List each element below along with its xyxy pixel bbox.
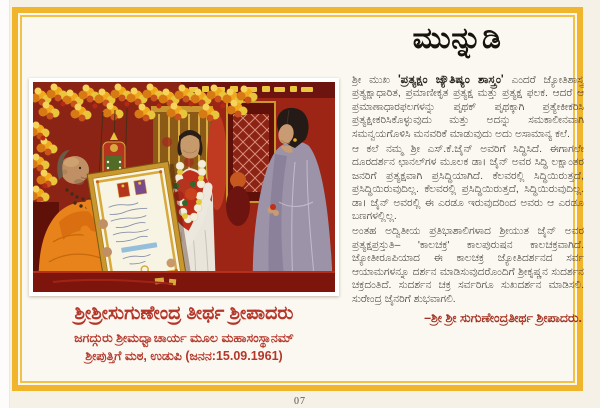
photo-caption <box>18 302 350 364</box>
paragraph-3: ಅಂತಹ ಅದ್ವಿತೀಯ ಪ್ರತಿಭಾಶಾಲಿಗಳಾದ ಶ್ರೀಯುತ ಜೈನ್ ಅವರ ಪ್ರತ್ಯಕ್ಷಪ್ರಸ್ತುತಿ– 'ಕಾಲಚಕ್ರ' ಕಾಲಪುರುಷನ ಕಾಲಚಕ್ರವಾಗಿದೆ. ಜ್ಯೋತೀರೂಪಿಯಾದ ಈ ಕಾಲಚಕ್ರ ಜ್ಯೋತಿದರ್ಶನದ ಸರ್ವ ಆಯಾಮಗಳನ್ನೂ ದರ್ಶನ ಮಾಡಿಸುವುದರೊಂದಿಗೆ ಶ್ರೀಕೃಷ್ಣನ ಸುದರ್ಶನ ಚಕ್ರದಂತಿದೆ. ಸುದರ್ಶನ ಚಕ್ರ ಸರ್ವರಿಗೂ ಸುಖದರ್ಶನ ಮಾಡಿಸಲಿ. ಸುರೇಂದ್ರ ಜೈನರಿಗೆ ಶುಭವಾಗಲಿ. <box>352 225 584 305</box>
page-number: 07 <box>294 396 306 407</box>
ceremony-photo-illustration <box>33 82 335 292</box>
para1-quote: 'ಪ್ರತ್ಯಕ್ಷಂ ಜ್ಯೌತಿಷ್ಯಂ ಶಾಸ್ತ್ರಂ' <box>397 74 504 86</box>
caption-name: ಶ್ರೀಶ್ರೀಸುಗುಣೇಂದ್ರ ತೀರ್ಥ ಶ್ರೀಪಾದರು <box>74 303 294 324</box>
page-title: ಮುನ್ನುಡಿ <box>412 22 502 55</box>
para1-lead: ಶ್ರೀ ಮುಖ <box>352 74 398 86</box>
caption-place-dob: ಶ್ರೀಪುತ್ತಿಗೆ ಮಠ, ಉಡುಪಿ (ಜನನ:15.09.1961) <box>85 348 283 363</box>
caption-institution: ಜಗದ್ಗುರು ಶ್ರೀಮಧ್ವಾಚಾರ್ಯ ಮೂಲ ಮಹಾಸಂಸ್ಥಾನಮ್ <box>74 330 294 345</box>
paragraph-1 <box>352 74 584 141</box>
scan-edge <box>0 0 10 408</box>
para1-rest: ಎಂದರೆ ಜ್ಯೋತಿಶಾಸ್ತ್ರ ಪ್ರತ್ಯಕ್ಷಾಧಾರಿತ, ಪ್ರಮಾಣೀಕೃತ ಪ್ರತ್ಯಕ್ಷ ಮತ್ತು ಪ್ರತ್ಯಕ್ಷ ಫಲಕ. ಆದರೆ ಆ ಪ್ರಮಾಣಾಧಾರಫಲಗಳನ್ನು ಪೃಥಕ್ ಪೃಥಕ್ಕಾಗಿ ಪ್ರತ್ಯೇಕೀಕರಿಸಿ ಪ್ರತ್ಯಕ್ಷೀಕರಿಸಿಕೊಳ್ಳುವುದು ಮತ್ತು ಅದನ್ನು ಸಮಕಾಲೀನವಾಗಿ ಸಮನ್ವಯಗೊಳಿಸಿ ಮನವರಿಕೆ ಮಾಡುವುದು ಅದು ಅಸಾಮಾನ್ಯ ಕಲೆ. <box>352 74 584 140</box>
foreword-text <box>352 74 584 386</box>
signature-line: –ಶ್ರೀ ಶ್ರೀ ಸುಗುಣೇಂದ್ರತೀರ್ಥ ಶ್ರೀಪಾದರು. <box>424 310 582 325</box>
paragraph-2: ಆ ಕಲೆ ನಮ್ಮ ಶ್ರೀ ಎಸ್.ಕೆ.ಜೈನ್ ಅವರಿಗೆ ಸಿದ್ಧಿಸಿದೆ. ಈಗಾಗಲೇ ದೂರದರ್ಶನ ಛಾನಲ್‌ಗಳ ಮೂಲಕ ಡಾ। ಜೈನ್ ಅವರ ಸಿದ್ಧಿ ಲಕ್ಷಾಂತರ ಜನರಿಗೆ ಪ್ರತ್ಯಕ್ಷವಾಗಿ ಪ್ರಸಿದ್ಧಿಯಾಗಿದೆ. ಕೆಲವರಲ್ಲಿ ಸಿದ್ಧಿಯಿರುತ್ತದೆ, ಪ್ರಸಿದ್ಧಿಯಿರುವುದಿಲ್ಲ. ಕೆಲವರಲ್ಲಿ ಪ್ರಸಿದ್ಧಿಯಿರುತ್ತದೆ, ಸಿದ್ಧಿಯಿರುವುದಿಲ್ಲ. ಡಾ। ಜೈನ್ ಅವರಲ್ಲಿ ಈ ಎರಡೂ ಇರುವುದರಿಂದ ಅವರು ಆ ಎರಡೂ ಬಣಗಳಲ್ಲಿಲ್ಲ. <box>352 143 584 223</box>
ceremony-photo <box>29 78 339 296</box>
ceremony-table <box>33 272 335 292</box>
